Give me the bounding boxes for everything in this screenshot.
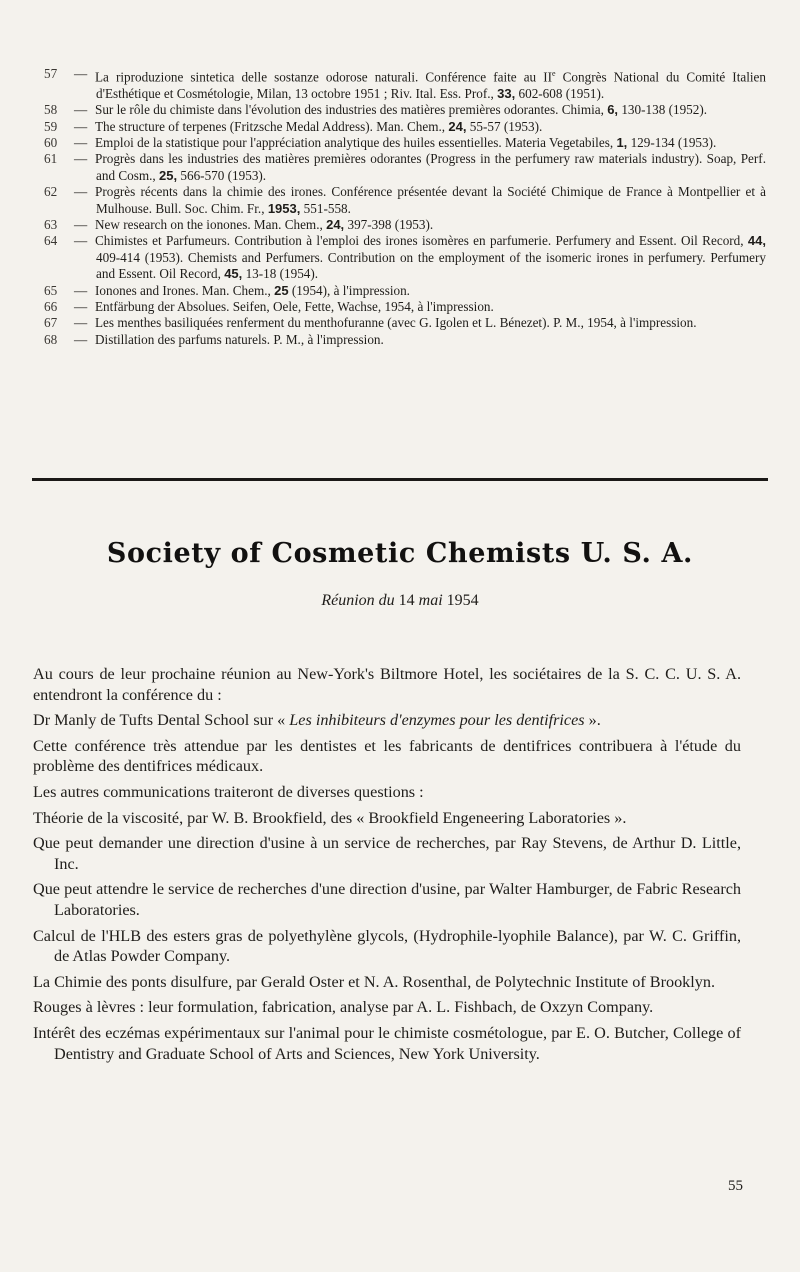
reference-text: Progrès récents dans la chimie des irones. Conférence présentée devant la Société Chimique de France à Montpellier et à Mulhouse. Bull. Soc. Chim. Fr., 1953, 551-558.: [95, 184, 766, 216]
reference-dash: —: [74, 217, 88, 233]
reference-volume: 6,: [607, 102, 619, 118]
reference-text: Sur le rôle du chimiste dans l'évolution des industries des matières premières odorantes. Chimia, 6, 130-138 (1952).: [95, 102, 708, 118]
reference-62: [44, 184, 766, 217]
reference-volume: 45,: [224, 266, 243, 282]
meeting-date: Réunion du 14 mai 1954: [321, 592, 479, 609]
reference-number: 59: [44, 118, 58, 134]
communication-item: La Chimie des ponts disulfure, par Gerald Oster et N. A. Rosenthal, de Polytechnic Institute of Brooklyn.: [33, 972, 715, 991]
bibliography-list: [44, 66, 766, 348]
reference-number: 65: [44, 282, 58, 298]
reference-text: Progrès dans les industries des matières premières odorantes (Progress in the perfumery raw materials industry). Soap, Perf. and Cosm., 25, 566-570 (1953).: [95, 151, 766, 183]
reference-dash: —: [74, 299, 88, 315]
paragraph-keynote: Dr Manly de Tufts Dental School sur « Les inhibiteurs d'enzymes pour les dentifrices ».: [33, 711, 601, 730]
reference-number: 57: [44, 66, 58, 81]
reference-61: [44, 151, 766, 184]
reference-dash: —: [74, 66, 88, 81]
reference-volume: 33,: [497, 85, 516, 101]
reference-dash: —: [74, 184, 88, 200]
reference-text: New research on the ionones. Man. Chem., 24, 397-398 (1953).: [95, 217, 434, 233]
reference-text: Les menthes basiliquées renferment du menthofuranne (avec G. Igolen et L. Bénezet). P. M., 1954, à l'impression.: [95, 315, 697, 331]
reference-number: 67: [44, 315, 58, 331]
reference-dash: —: [74, 102, 88, 118]
article-body: [33, 664, 741, 1069]
communication-item: Rouges à lèvres : leur formulation, fabrication, analyse par A. L. Fishbach, de Oxzyn Company.: [33, 998, 654, 1017]
reference-number: 63: [44, 217, 58, 233]
reference-67: [44, 315, 766, 331]
reference-65: [44, 283, 766, 299]
reference-text: Chimistes et Parfumeurs. Contribution à l'emploi des irones isomères en parfumerie. Perfumery and Essent. Oil Record, 44, 409-414 (1953). Chemists and Perfumers. Contribution on the employment of the isomeric irones in perfumery. Perfumery and Essent. Oil Record, 45, 13-18 (1954).: [95, 233, 766, 282]
reference-66: [44, 299, 766, 315]
reference-dash: —: [74, 315, 88, 331]
reference-dash: —: [74, 135, 88, 151]
page-number: 55: [728, 1178, 743, 1194]
reference-57: [44, 66, 766, 102]
reference-volume: 25: [274, 282, 289, 298]
reference-text: Ionones and Irones. Man. Chem., 25 (1954), à l'impression.: [95, 282, 410, 298]
communication-item: Que peut demander une direction d'usine à un service de recherches, par Ray Stevens, de Arthur D. Little, Inc.: [33, 834, 741, 873]
reference-text: Entfärbung der Absolues. Seifen, Oele, Fette, Wachse, 1954, à l'impression.: [95, 299, 494, 315]
reference-dash: —: [74, 233, 88, 249]
paragraph-intro: Au cours de leur prochaine réunion au New-York's Biltmore Hotel, les sociétaires de la S. C. C. U. S. A. entendront la conférence du :: [33, 665, 741, 704]
reference-dash: —: [74, 331, 88, 347]
reference-number: 58: [44, 102, 58, 118]
reference-dash: —: [74, 151, 88, 167]
communication-item: Que peut attendre le service de recherches d'une direction d'usine, par Walter Hamburger, de Fabric Research Laboratories.: [33, 880, 741, 919]
reference-dash: —: [74, 118, 88, 134]
paragraph-lead: Les autres communications traiteront de diverses questions :: [33, 782, 424, 801]
communication-item: Intérêt des eczémas expérimentaux sur l'animal pour le chimiste cosmétologue, par E. O. Butcher, College of Dentistry and Graduate School of Arts and Sciences, New York University.: [33, 1023, 741, 1063]
reference-number: 68: [44, 331, 58, 347]
communication-item: Théorie de la viscosité, par W. B. Brookfield, des « Brookfield Engeneering Laboratories ».: [33, 808, 627, 827]
reference-68: [44, 332, 766, 348]
reference-60: [44, 135, 766, 151]
reference-number: 62: [44, 184, 58, 200]
reference-volume: 44,: [747, 233, 766, 249]
reference-63: [44, 217, 766, 233]
reference-text: Distillation des parfums naturels. P. M., à l'impression.: [95, 331, 384, 347]
reference-number: 60: [44, 135, 58, 151]
reference-64: [44, 233, 766, 282]
paragraph-description: Cette conférence très attendue par les dentistes et les fabricants de dentifrices contribuera à l'étude du problème des dentifrices médicaux.: [33, 736, 741, 776]
reference-volume: 24,: [448, 118, 467, 134]
reference-number: 64: [44, 233, 58, 249]
reference-volume: 1953,: [267, 200, 301, 216]
reference-58: [44, 102, 766, 118]
section-title: Society of Cosmetic Chemists U. S. A.: [106, 538, 694, 569]
communication-item: Calcul de l'HLB des esters gras de polyethylène glycols, (Hydrophile-lyophile Balance), par W. C. Griffin, de Atlas Powder Company.: [33, 926, 741, 966]
reference-59: [44, 119, 766, 135]
reference-text: The structure of terpenes (Fritzsche Medal Address). Man. Chem., 24, 55-57 (1953).: [95, 118, 543, 134]
section-divider: [32, 478, 768, 481]
reference-text: La riproduzione sintetica delle sostanze odorose naturali. Conférence faite au IIe Congrès National du Comité Italien d'Esthétique et Cosmétologie, Milan, 13 octobre 1951 ; Riv. Ital. Ess. Prof., 33, 602-608 (1951).: [95, 69, 766, 101]
reference-number: 61: [44, 151, 58, 167]
reference-volume: 25,: [159, 167, 178, 183]
reference-number: 66: [44, 299, 58, 315]
reference-volume: 24,: [326, 217, 345, 233]
reference-dash: —: [74, 282, 88, 298]
reference-text: Emploi de la statistique pour l'appréciation analytique des huiles essentielles. Materia Vegetabiles, 1, 129-134 (1953).: [95, 135, 717, 151]
reference-volume: 1,: [616, 135, 628, 151]
